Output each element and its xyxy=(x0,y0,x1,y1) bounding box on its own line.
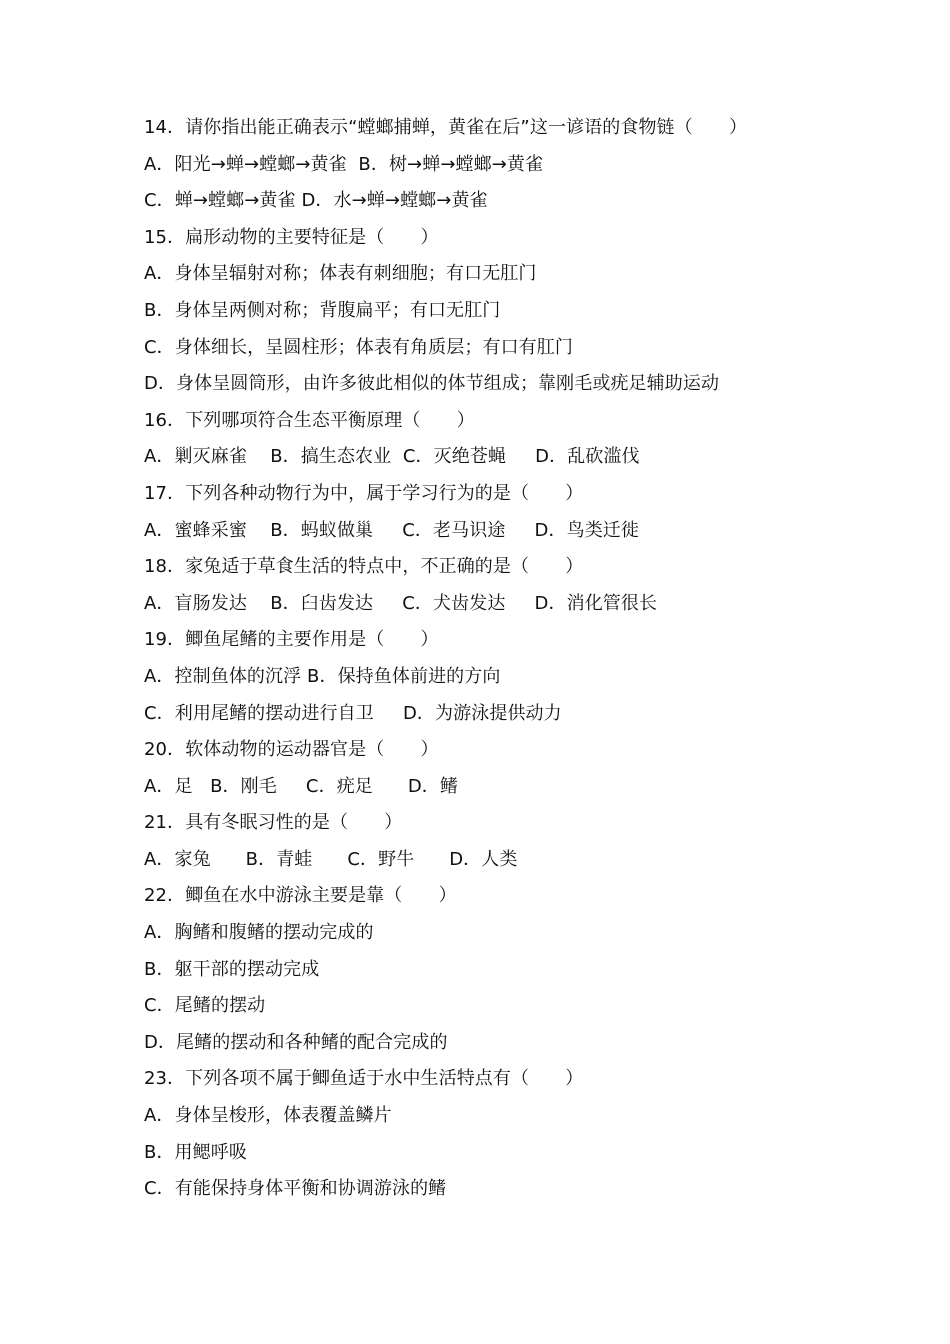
question-19-stem: 19．鲫鱼尾鳍的主要作用是（ ） xyxy=(144,629,439,651)
question-22-option-c: C．尾鳍的摆动 xyxy=(144,995,266,1017)
question-22-option-d: D．尾鳍的摆动和各种鳍的配合完成的 xyxy=(144,1031,448,1053)
question-21-stem: 21．具有冬眠习性的是（ ） xyxy=(144,812,403,834)
question-15-option-a: A．身体呈辐射对称；体表有刺细胞；有口无肛门 xyxy=(144,263,537,285)
question-15-option-b: B．身体呈两侧对称；背腹扁平；有口无肛门 xyxy=(144,299,501,321)
question-15-option-c: C．身体细长，呈圆柱形；体表有角质层；有口有肛门 xyxy=(144,336,573,358)
question-17-options: A．蜜蜂采蜜 B．蚂蚁做巢 C．老马识途 D．鸟类迁徙 xyxy=(144,519,639,541)
question-21-options: A．家兔 B．青蛙 C．野牛 D．人类 xyxy=(144,848,518,870)
question-15-option-d: D．身体呈圆筒形，由许多彼此相似的体节组成；靠刚毛或疣足辅助运动 xyxy=(144,373,720,395)
question-23-option-a: A．身体呈梭形，体表覆盖鳞片 xyxy=(144,1105,392,1127)
question-23-stem: 23．下列各项不属于鲫鱼适于水中生活特点有（ ） xyxy=(144,1068,584,1090)
question-19-options-cd: C．利用尾鳍的摆动进行自卫 D．为游泳提供动力 xyxy=(144,702,562,724)
question-23-option-c: C．有能保持身体平衡和协调游泳的鳍 xyxy=(144,1178,447,1200)
question-19-options-ab: A．控制鱼体的沉浮 B．保持鱼体前进的方向 xyxy=(144,665,501,687)
question-16-options: A．剿灭麻雀 B．搞生态农业 C．灭绝苍蝇 D．乱砍滥伐 xyxy=(144,446,640,468)
question-22-option-b: B．躯干部的摆动完成 xyxy=(144,958,320,980)
question-text-block xyxy=(144,110,864,1208)
question-20-stem: 20．软体动物的运动器官是（ ） xyxy=(144,739,439,761)
question-18-options: A．盲肠发达 B．臼齿发达 C．犬齿发达 D．消化管很长 xyxy=(144,592,658,614)
question-22-option-a: A．胸鳍和腹鳍的摆动完成的 xyxy=(144,922,374,944)
question-17-stem: 17．下列各种动物行为中，属于学习行为的是（ ） xyxy=(144,482,584,504)
question-22-stem: 22．鲫鱼在水中游泳主要是靠（ ） xyxy=(144,885,457,907)
question-14-stem: 14．请你指出能正确表示“螳螂捕蝉，黄雀在后”这一谚语的食物链（ ） xyxy=(144,117,748,138)
question-20-options: A．足 B．刚毛 C．疣足 D．鳍 xyxy=(144,775,458,797)
question-23-option-b: B．用鳃呼吸 xyxy=(144,1141,247,1163)
question-18-stem: 18．家兔适于草食生活的特点中，不正确的是（ ） xyxy=(144,556,584,578)
question-16-stem: 16．下列哪项符合生态平衡原理（ ） xyxy=(144,409,475,431)
question-15-stem: 15．扁形动物的主要特征是（ ） xyxy=(144,226,439,248)
question-14-options-ab: A．阳光→蝉→螳螂→黄雀 B．树→蝉→螳螂→黄雀 xyxy=(144,153,544,175)
question-14-options-cd: C．蝉→螳螂→黄雀 D．水→蝉→螳螂→黄雀 xyxy=(144,190,488,212)
